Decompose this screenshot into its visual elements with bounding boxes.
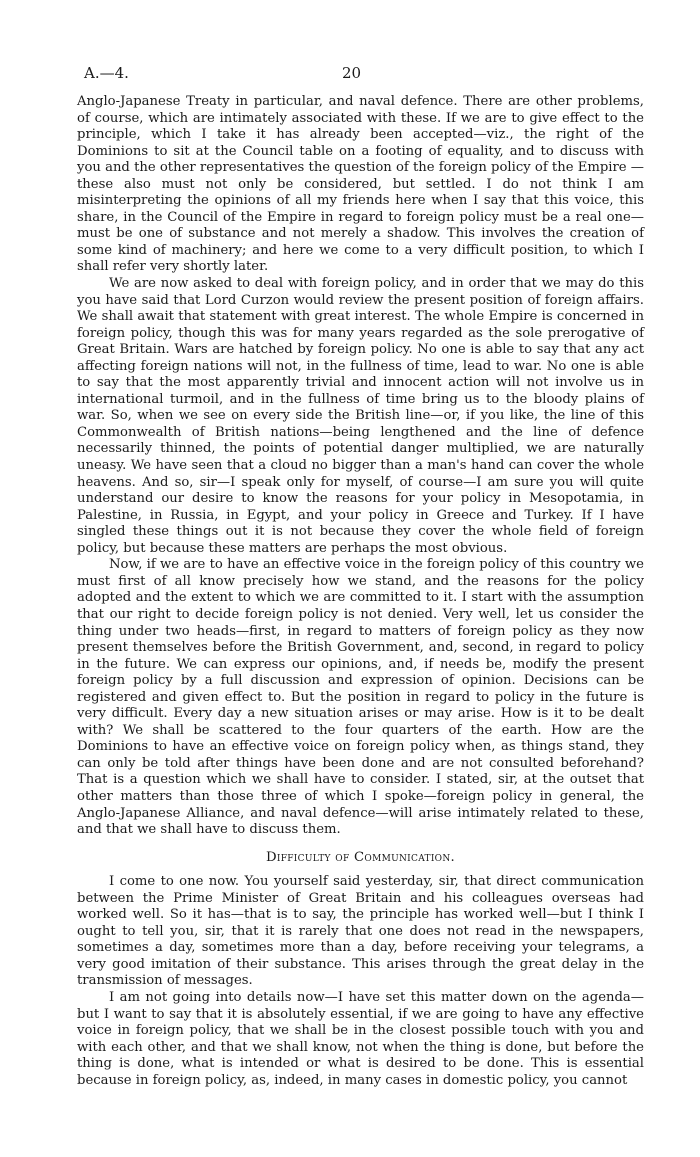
paragraph-continued: Anglo-Japanese Treaty in particular, and naval defence. There are other problems, of course, which are intimately associated with these. If we are to give effect to the principle, which I take it has already been accepted—viz., the right of the Dominions to sit at the Council table on a footing of equality, and to discuss with you and the other representatives the question of the foreign policy of the Empire —these also must not only be considered, but settled. I do not think I am misinterpreting the opinions of all my friends here when I say that this voice, this share, in the Council of the Empire in regard to foreign policy must be a real one—must be one of substance and not merely a shadow. This involves the creation of some kind of machinery; and here we come to a very difficult position, to which I shall refer very shortly later. — [77, 94, 644, 275]
paragraph: Now, if we are to have an effective voice in the foreign policy of this country we must first of all know precisely how we stand, and the reasons for the policy adopted and the extent to which we are committed to it. I start with the assumption that our right to decide foreign policy is not denied. Very well, let us consider the thing under two heads—first, in regard to matters of foreign policy as they now present themselves before the British Government, and, second, in regard to policy in the future. We can express our opinions, and, if needs be, modify the present foreign policy by a full discussion and expression of opinion. Decisions can be registered and given effect to. But the position in regard to policy in the future is very difficult. Every day a new situation arises or may arise. How is it to be dealt with? We shall be scattered to the four quarters of the earth. How are the Dominions to have an effective voice on foreign policy when, as things stand, they can only be told after things have been done and are not consulted beforehand? That is a question which we shall have to consider. I stated, sir, at the outset that other matters than those three of which I spoke—foreign policy in general, the Anglo-Japanese Alliance, and naval defence—will arise intimately related to these, and that we shall have to discuss them. — [77, 557, 644, 838]
page-number: 20 — [342, 64, 362, 82]
document-reference: A.—4. — [84, 64, 129, 82]
page-header — [84, 64, 630, 84]
paragraph: I come to one now. You yourself said yesterday, sir, that direct communication between the Prime Minister of Great Britain and his colleagues overseas had worked well. So it has—that is to say, the principle has worked well—but I think I ought to tell you, sir, that it is rarely that one does not read in the newspapers, sometimes a day, sometimes more than a day, before receiving your telegrams, a very good imitation of their substance. This arises through the great delay in the transmission of messages. — [77, 874, 644, 989]
paragraph: I am not going into details now—I have set this matter down on the agenda—but I want to say that it is absolutely essential, if we are going to have any effective voice in foreign policy, that we shall be in the closest possible touch with you and with each other, and that we shall know, not when the thing is done, but before the thing is done, what is intended or what is desired to be done. This is essential because in foreign policy, as, indeed, in many cases in domestic policy, you cannot — [77, 989, 644, 1088]
body-text — [77, 94, 644, 1089]
paragraph: We are now asked to deal with foreign policy, and in order that we may do this you have said that Lord Curzon would review the present position of foreign affairs. We shall await that statement with great interest. The whole Empire is concerned in foreign policy, though this was for many years regarded as the sole prerogative of Great Britain. Wars are hatched by foreign policy. No one is able to say that any act affecting foreign nations will not, in the fullness of time, lead to war. No one is able to say that the most apparently trivial and innocent action will not involve us in international turmoil, and in the fullness of time bring us to the bloody plains of war. So, when we see on every side the British line—or, if you like, the line of this Commonwealth of British nations—being lengthened and the line of defence necessarily thinned, the points of potential danger multiplied, we are naturally uneasy. We have seen that a cloud no bigger than a man's hand can cover the whole heavens. And so, sir—I speak only for myself, of course—I am sure you will quite understand our desire to know the reasons for your policy in Mesopotamia, in Palestine, in Russia, in Egypt, and your policy in Greece and Turkey. If I have singled these things out it is not because they cover the whole field of foreign policy, but because these matters are perhaps the most obvious. — [77, 276, 644, 556]
section-heading: Difficulty of Communication. — [265, 849, 456, 865]
